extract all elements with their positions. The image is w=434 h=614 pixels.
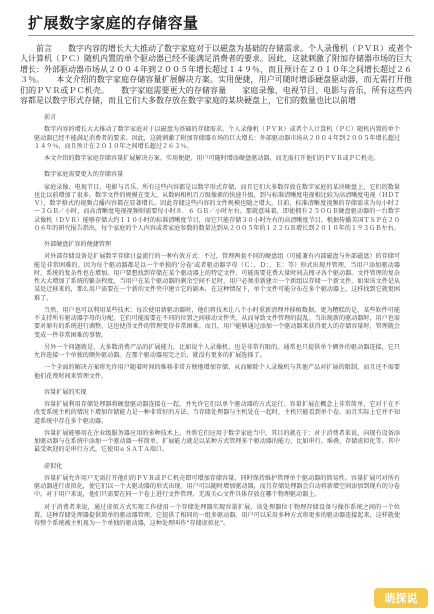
body-section-enterprise bbox=[34, 430, 400, 455]
section-heading: 数字家庭需要更大的存储容量 bbox=[44, 171, 124, 179]
body-paragraph: 当然，用户也可以利用某些技术：每次使用新驱动器时，他们将技术让八个小时重新清理并移植数据。更为糟糕的是，某些软件可能不支持所有驱动器字母的分配，它们可能需要在不同的位置之间移动文件夹，从而导致文件管理的混乱。当出现新的驱动器时，用户也需要对原有的系统进行调整，这也使得文件的管理变得非常困难。而且，用户能够通过添加一个驱动器来获得更大的存储容量时，管理就会变成一件非常困难的事情。 bbox=[34, 306, 400, 339]
body-paragraph: 对于消费者来说，通过虚拟方式实现工作使用一个存储处理器实现容量扩展，该处理器位于物理存储设备与操作系统之间的一个位置。这种存储处理器提供简单的驱动器管理，它提供了相同的一组多驱动器。用户可以采用多种方式将更多的驱动器连接起来，这样就使得整个系统被主机视为一个单独的驱动器，这种处理叫作“存储虚拟化”。 bbox=[34, 503, 400, 527]
body-paragraph: 容量扩展允许用户无需打开他们的ＰＶＲ或ＰＣ机壳即可增加存储容量，同时保持维护管理单个驱动器的简易性。容量扩展可对所有驱动器进行虚拟化，使它们以一个大驱动器的形式出现。用户可以随时增加驱动器，而且存储处理器会自动将新增空间添加到现有的分卷中。对于用户来说，他们只需要在同一个卷上进行文件管理，无需关心文件具体存放在哪个物理驱动器上。 bbox=[34, 474, 400, 499]
section-heading: 前言 bbox=[44, 114, 57, 121]
body-section bbox=[34, 114, 400, 532]
body-section-consumer bbox=[34, 504, 400, 529]
intro-paragraph: 前言 数字内容的增长大大推动了数字家庭对于以磁盘为基础的存储需求。个人录像机（ＰＶＲ）或者个人计算机（ＰＣ）随机内置的单个驱动器已经不能满足消费者的要求。因此，这就刺激了附加存储器市场的巨大增长：外部驱动器市场从２００４年到２００５年增长超过１４９％，而且预计在２０１０年之间增长超过２６３％。 本文介绍的数字家庭存储容量扩展解决方案。实用便捷，用户可随时增添硬盘驱动器，而无需打开他们的ＰＶＲ或ＰＣ机壳。 数字家庭需要更大的存储容量 家庭录像、电视节目、电影与音乐，所有这些内容都是以数字形式存储，而且它们大多数存放在数字家庭的某块硬盘上，它们的数量也比以前增 bbox=[20, 44, 412, 106]
body-paragraph: 另外一个问题就是，大多数消费产品的扩展能力，比如说个人录像机，也是非常有限的。通常也只提供单个额外的驱动器连接，它只允许连接一个单独的额外驱动器。在那个驱动器用完之后，就没有更多的扩展选择了。 bbox=[34, 343, 400, 359]
body-section-expansion bbox=[34, 389, 400, 426]
body-section-external-disk bbox=[34, 241, 400, 360]
title-divider bbox=[28, 35, 414, 36]
body-paragraph: 家庭录像、电视节目、电影与音乐，所有这些内容都是以数字形式存储，而且它们大多数存放在数字家庭的某块硬盘上，它们的数量也比以前增加了很多。数字文件的规模在变大，从数码相机百万级像素的快速升级，到与标准清晰度电视相比较为高清晰度电视（ＨＤＴＶ），数字格式的视频点播内容都在显著增长。因此存储这些内容的文件规模也随之增大。目前，标准清晰度视频的存储需求为每小时２～３ＧＢ／小时，而高清晰度电视视频则需要每小时８．６ ＧＢ／小时左右。那就意味着，即使拥有２５０ＧＢ硬盘驱动器的一台数字录像机（ＤＶＲ）能够存储大约１１０小时的标准清晰度节目，而它只能存储３０小时左右的高清晰度节目。根据传播美国ＴＳＰ在２００６年的研究报告指出，每个家庭的个人内容或者家庭参数的数量达到从２００５年的１２２ＧＢ增长到２０１０年的１９３ＧＢ左右。 bbox=[34, 183, 400, 232]
body-paragraph: 一个全面的解决方案将允许用户随着时间的推移非常方便地增加存储，从而解除个人录像机与其他产品对扩展的限制，而且还不需要他们花费时间来管理文件。 bbox=[34, 364, 400, 380]
watermark-label: 萌探说 bbox=[384, 592, 418, 605]
body-paragraph: 容量扩展能够用在企业级服务器应用的多种技术上，并将它们应用于数字家庭当中，其目的就在于：对于消费者来说，向现有设备添加驱动器与在系统中添加一个驱动器一样简单。扩展能力就是以某种方式管理多个驱动器的能力，比如串行、堆叠、存储虚拟化等。其中最受欢迎的是串行方式，它使用ｅＳＡＴＡ端口。 bbox=[34, 429, 400, 454]
body-paragraph: 容量扩展利用存储处理器将硬盘驱动器连接在一起，并允许它们以单个驱动器的方式运行。容量扩展在概念上非常简单，它对于在不改变系统主机的情况下增加存储能力是一种非常好的方法。当存储处理器与主机处在一起时，主机只能看到单个卷，而且实际上它并不知道系统中存在多个驱动器。 bbox=[34, 401, 400, 425]
body-section-virtualization bbox=[34, 463, 400, 500]
section-heading: 虚拟化 bbox=[44, 462, 63, 470]
body-section-preface bbox=[34, 114, 400, 163]
section-heading: 外部硬盘扩容的便捷管理 bbox=[44, 241, 112, 248]
section-heading: 容量扩展的实现 bbox=[44, 388, 87, 396]
page-title: 扩展数字家庭的存储容量 bbox=[28, 14, 199, 32]
intro-section bbox=[20, 44, 412, 106]
body-paragraph: 本文介绍的数字家庭存储容量扩展解决方案。实用便捷，用户可随时增添硬盘驱动器，而无需打开他们的ＰＶＲ或ＰＣ机壳。 bbox=[44, 155, 380, 162]
body-paragraph: 数字内容的增长大大推动了数字家庭对于以磁盘为基础的存储需求。个人录像机（ＰＶＲ）或者个人计算机（ＰＣ）随机内置的单个驱动器已经不能满足消费者的要求。因此，这就刺激了附加存储器市场的巨大增长：外部驱动器市场从２００４年到２００５年增长超过１４９％，而且预计在２０１０年之间增长超过２６３％。 bbox=[34, 126, 400, 150]
body-section-full-solution bbox=[34, 364, 400, 381]
body-section-capacity-need bbox=[34, 171, 400, 233]
watermark-badge bbox=[374, 588, 428, 608]
body-paragraph: 对外部存储设备是扩展数字存储日益流行的一种有效方式：不过，管理两套不同的硬盘组（可能兼有内部磁盘与外部磁盘）的存储可能是非常困难的。因为每个驱动器都是以一个单独的‘分卷’或者驱动器字母（Ｃ：、Ｄ：、Ｅ：等）形式出现并管理，当用户添加驱动器时，系统的复杂性也在增加。用户要想找到存储在某个驱动器上的特定文件，可能需要花费大量时间去搜寻各个驱动器。文件管理的复杂性大大增加了系统的繁杂程度，当用户在某个驱动器的剩余空间不足时，用户必须重新建立一个新组以存储一个新文件。如果该文件是从某处迁移来的，那么用户需要在一个新的文件夹中建立它的副本，在这种情况下，单个文件可能分布在多个驱动器上，这样找到它就更困难了。 bbox=[34, 253, 400, 302]
